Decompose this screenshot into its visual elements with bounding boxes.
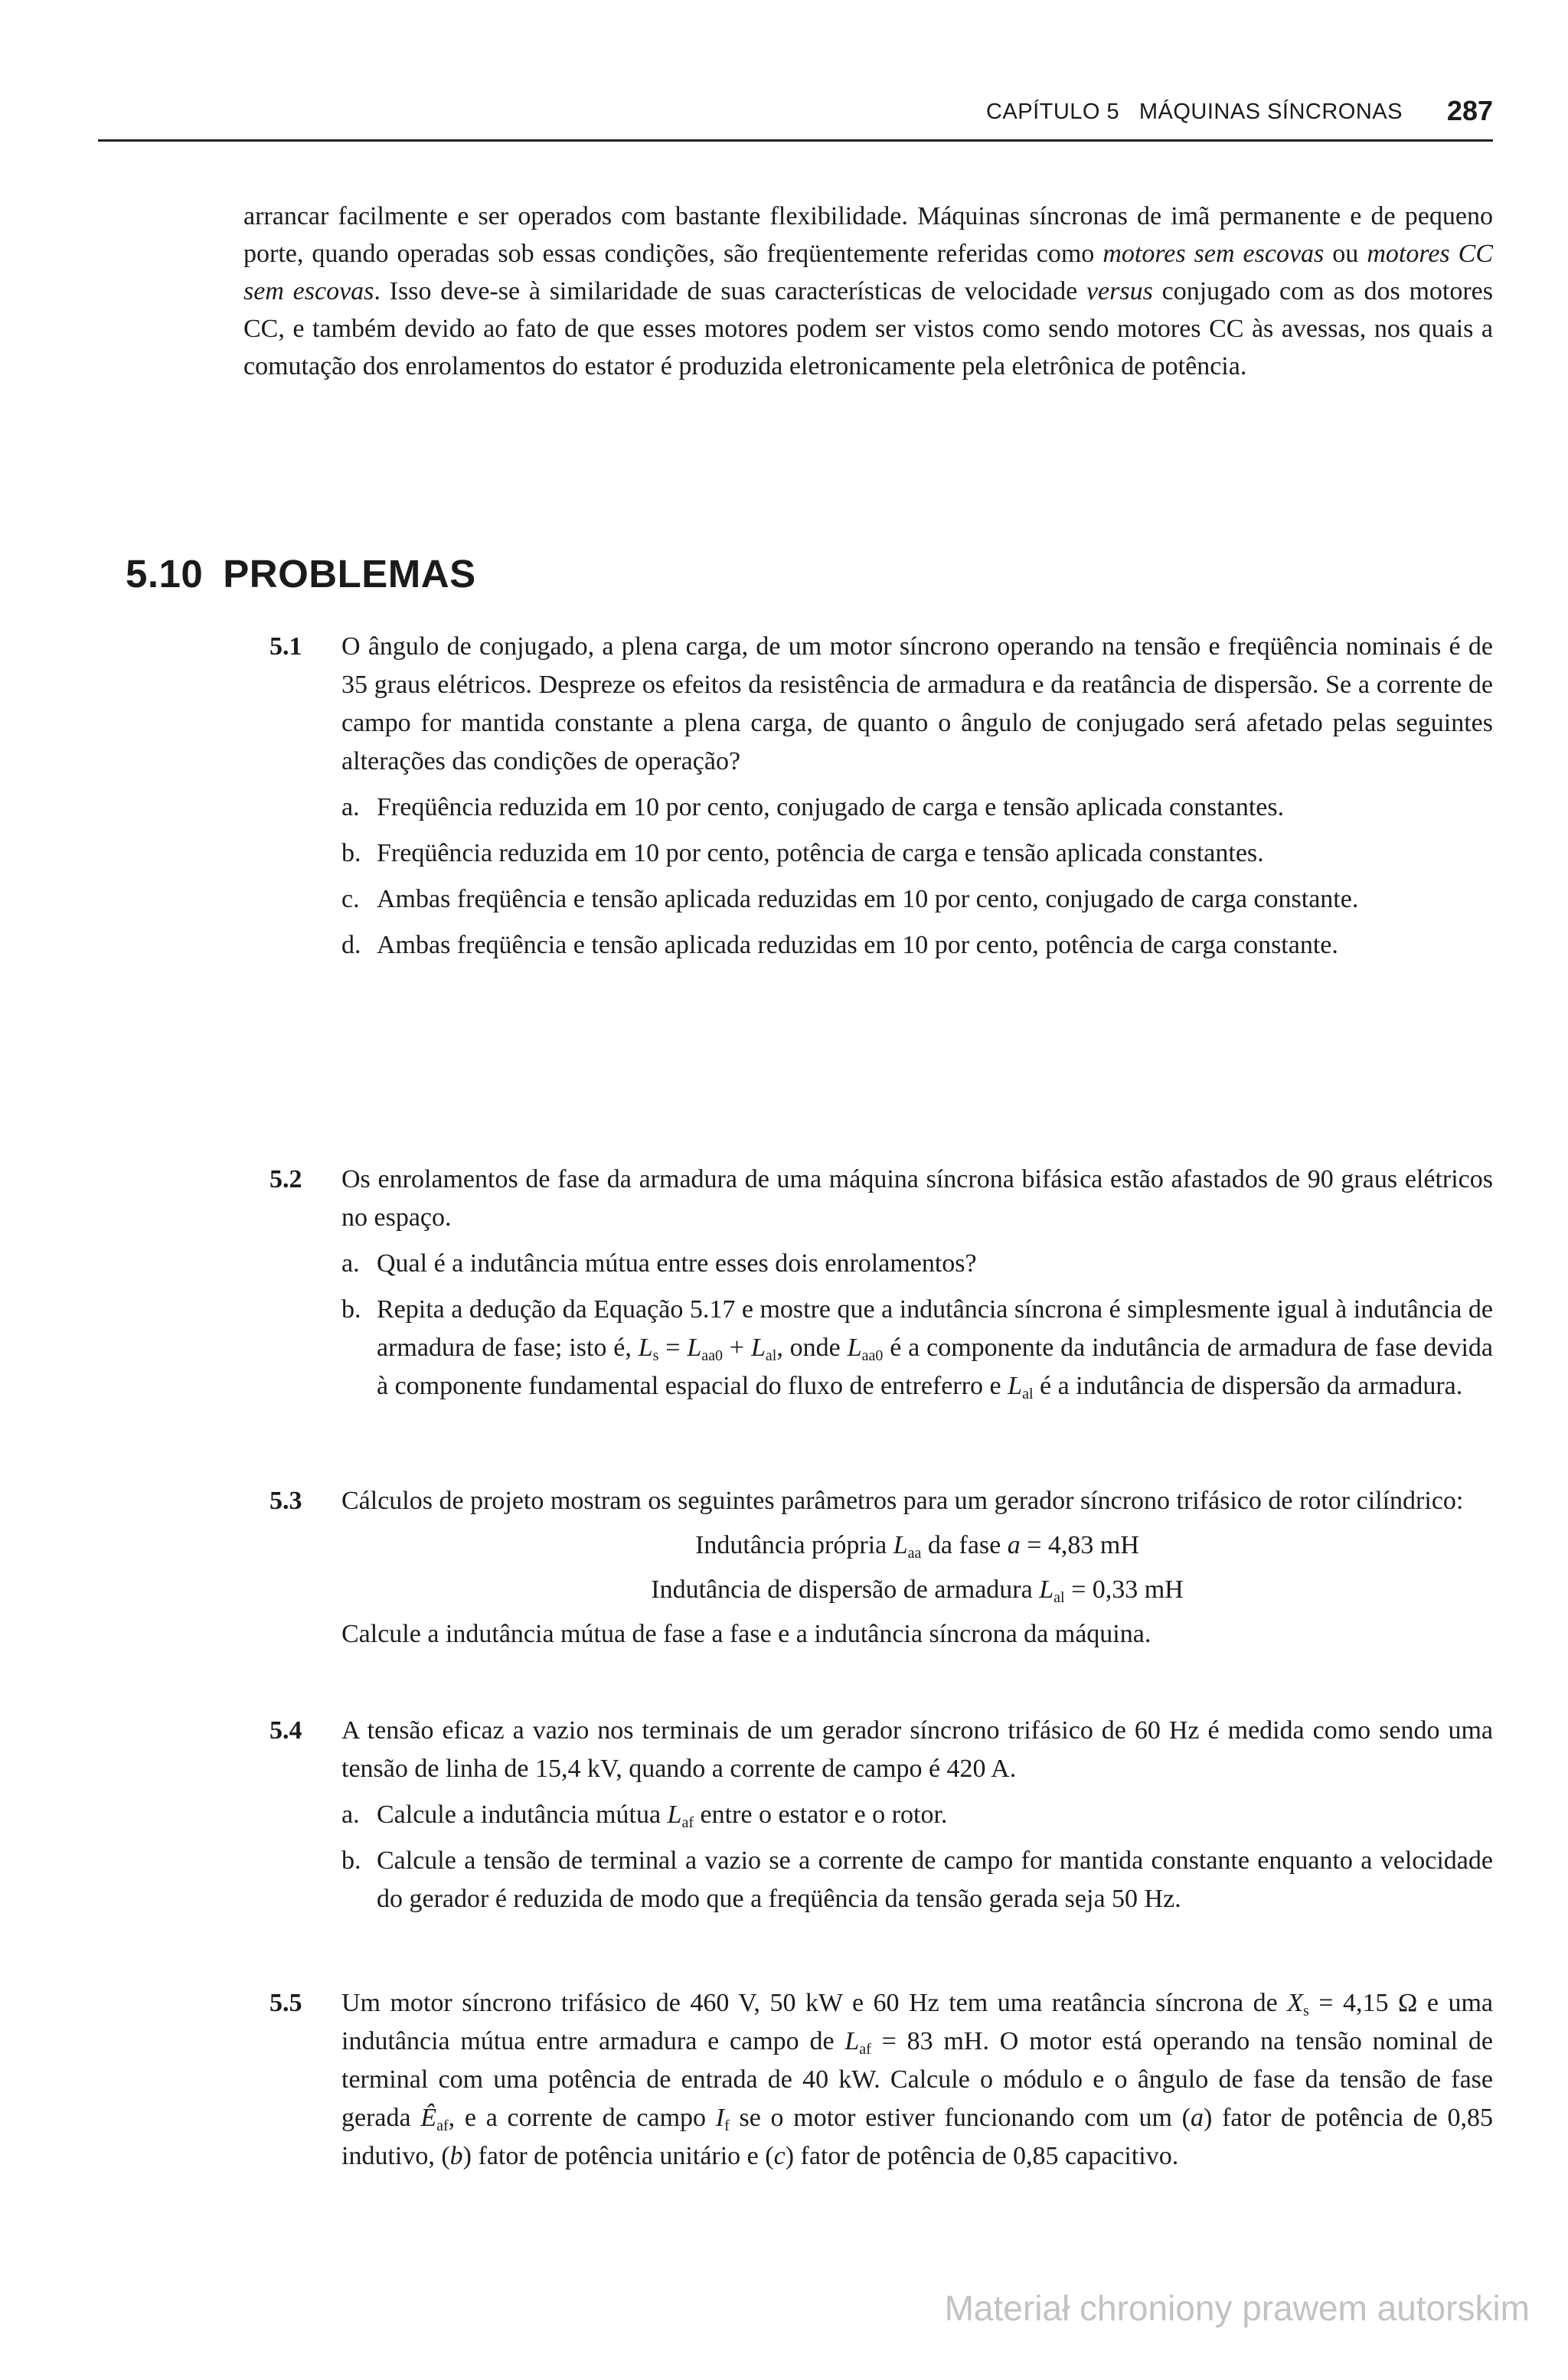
- problem-5-5: [270, 1984, 1493, 2176]
- problem-number: 5.1: [270, 632, 302, 661]
- problem-item-d: d. Ambas freqüência e tensão aplicada reduzidas em 10 por cento, potência de carga constante.: [341, 931, 1338, 959]
- problem-item-a: a. Qual é a indutância mútua entre esses dois enrolamentos?: [341, 1249, 977, 1278]
- problem-5-4: [270, 1712, 1493, 1918]
- problem-item-b: b. Calcule a tensão de terminal a vazio se a corrente de campo for mantida constante enquanto a velocidade do gerador é reduzida de modo que a freqüência da tensão gerada seja 50 Hz.: [341, 1846, 1493, 1913]
- copyright-watermark: Materiał chroniony prawem autorskim: [944, 2288, 1530, 2328]
- chapter-title: CAPÍTULO 5 MÁQUINAS SÍNCRONAS: [985, 100, 1403, 124]
- problem-number: 5.3: [270, 1487, 302, 1515]
- problem-number: 5.5: [270, 1989, 302, 2017]
- intro-paragraph: arrancar facilmente e ser operados com bastante flexibilidade. Máquinas síncronas de imã permanente e de pequeno porte, quando operadas sob essas condições, são freqüentemente referidas como motores sem escovas ou motores CC sem escovas. Isso deve-se à similaridade de suas características de velocidade versus conjugado com as dos motores CC, e também devido ao fato de que esses motores podem ser vistos como sendo motores CC às avessas, nos quais a comutação dos enrolamentos do estator é produzida eletronicamente pela eletrônica de potência.: [243, 202, 1494, 380]
- problem-5-3: [270, 1482, 1493, 1654]
- problem-item-c: c. Ambas freqüência e tensão aplicada reduzidas em 10 por cento, conjugado de carga constante.: [341, 885, 1359, 913]
- problem-number: 5.4: [270, 1716, 302, 1745]
- problem-item-a: a. Calcule a indutância mútua $L_{af}$ entre o estator e o rotor.: [341, 1801, 948, 1831]
- problem-question: Calcule a indutância mútua de fase a fase e a indutância síncrona da máquina.: [341, 1620, 1152, 1648]
- problem-item-b: b. Repita a dedução da Equação 5.17 e mostre que a indutância síncrona é simplesmente igual à indutância de armadura de fase; isto é, $L_s = L_{aa0} + L_{al}$, onde $L_{aa0}$ é a componente da indutância de armadura de fase devida à componente fundamental espacial do fluxo de entreferro e $L_{al}$ é a indutância de dispersão da armadura.: [341, 1295, 1493, 1402]
- equation-leakage-inductance: Indutância de dispersão de armadura $L_{al} = 0,33$ mH: [651, 1575, 1184, 1606]
- equation-self-inductance: Indutância própria $L_{aa}$ da fase a = 4,83 mH: [695, 1531, 1139, 1562]
- section-heading: 5.10 PROBLEMAS: [126, 552, 476, 596]
- problem-text: Um motor síncrono trifásico de 460 V, 50 kW e 60 Hz tem uma reatância síncrona de $X_s = 4,15$ Ω e uma indutância mútua entre armadura e campo de $L_{af} = 83$ mH. O motor está operando na tensão nominal de terminal com uma potência de entrada de 40 kW. Calcule o módulo e o ângulo de fase da tensão de fase gerada $Ê_{af}$, e a corrente de campo $I_f$ se o motor estiver funcionando com um (a) fator de potência de 0,85 indutivo, (b) fator de potência unitário e (c) fator de potência de 0,85 capacitivo.: [341, 1989, 1494, 2170]
- page-number: 287: [1446, 95, 1493, 126]
- problem-item-b: b. Freqüência reduzida em 10 por cento, potência de carga e tensão aplicada constantes.: [341, 839, 1264, 867]
- problem-text: Os enrolamentos de fase da armadura de uma máquina síncrona bifásica estão afastados de 90 graus elétricos no espaço.: [341, 1165, 1493, 1232]
- problem-5-1: [270, 628, 1493, 965]
- running-header: [98, 93, 1493, 142]
- problem-text: O ângulo de conjugado, a plena carga, de um motor síncrono operando na tensão e freqüência nominais é de 35 graus elétricos. Despreze os efeitos da resistência de armadura e da reatância de dispersão. Se a corrente de campo for mantida constante a plena carga, de quanto o ângulo de conjugado será afetado pelas seguintes alterações das condições de operação?: [341, 632, 1493, 775]
- problem-text: Cálculos de projeto mostram os seguintes parâmetros para um gerador síncrono trifásico de rotor cilíndrico:: [341, 1487, 1464, 1515]
- problem-5-2: [270, 1161, 1493, 1405]
- problem-text: A tensão eficaz a vazio nos terminais de um gerador síncrono trifásico de 60 Hz é medida como sendo uma tensão de linha de 15,4 kV, quando a corrente de campo é 420 A.: [341, 1716, 1493, 1783]
- problem-number: 5.2: [270, 1165, 302, 1193]
- problem-item-a: a. Freqüência reduzida em 10 por cento, conjugado de carga e tensão aplicada constantes.: [341, 793, 1285, 821]
